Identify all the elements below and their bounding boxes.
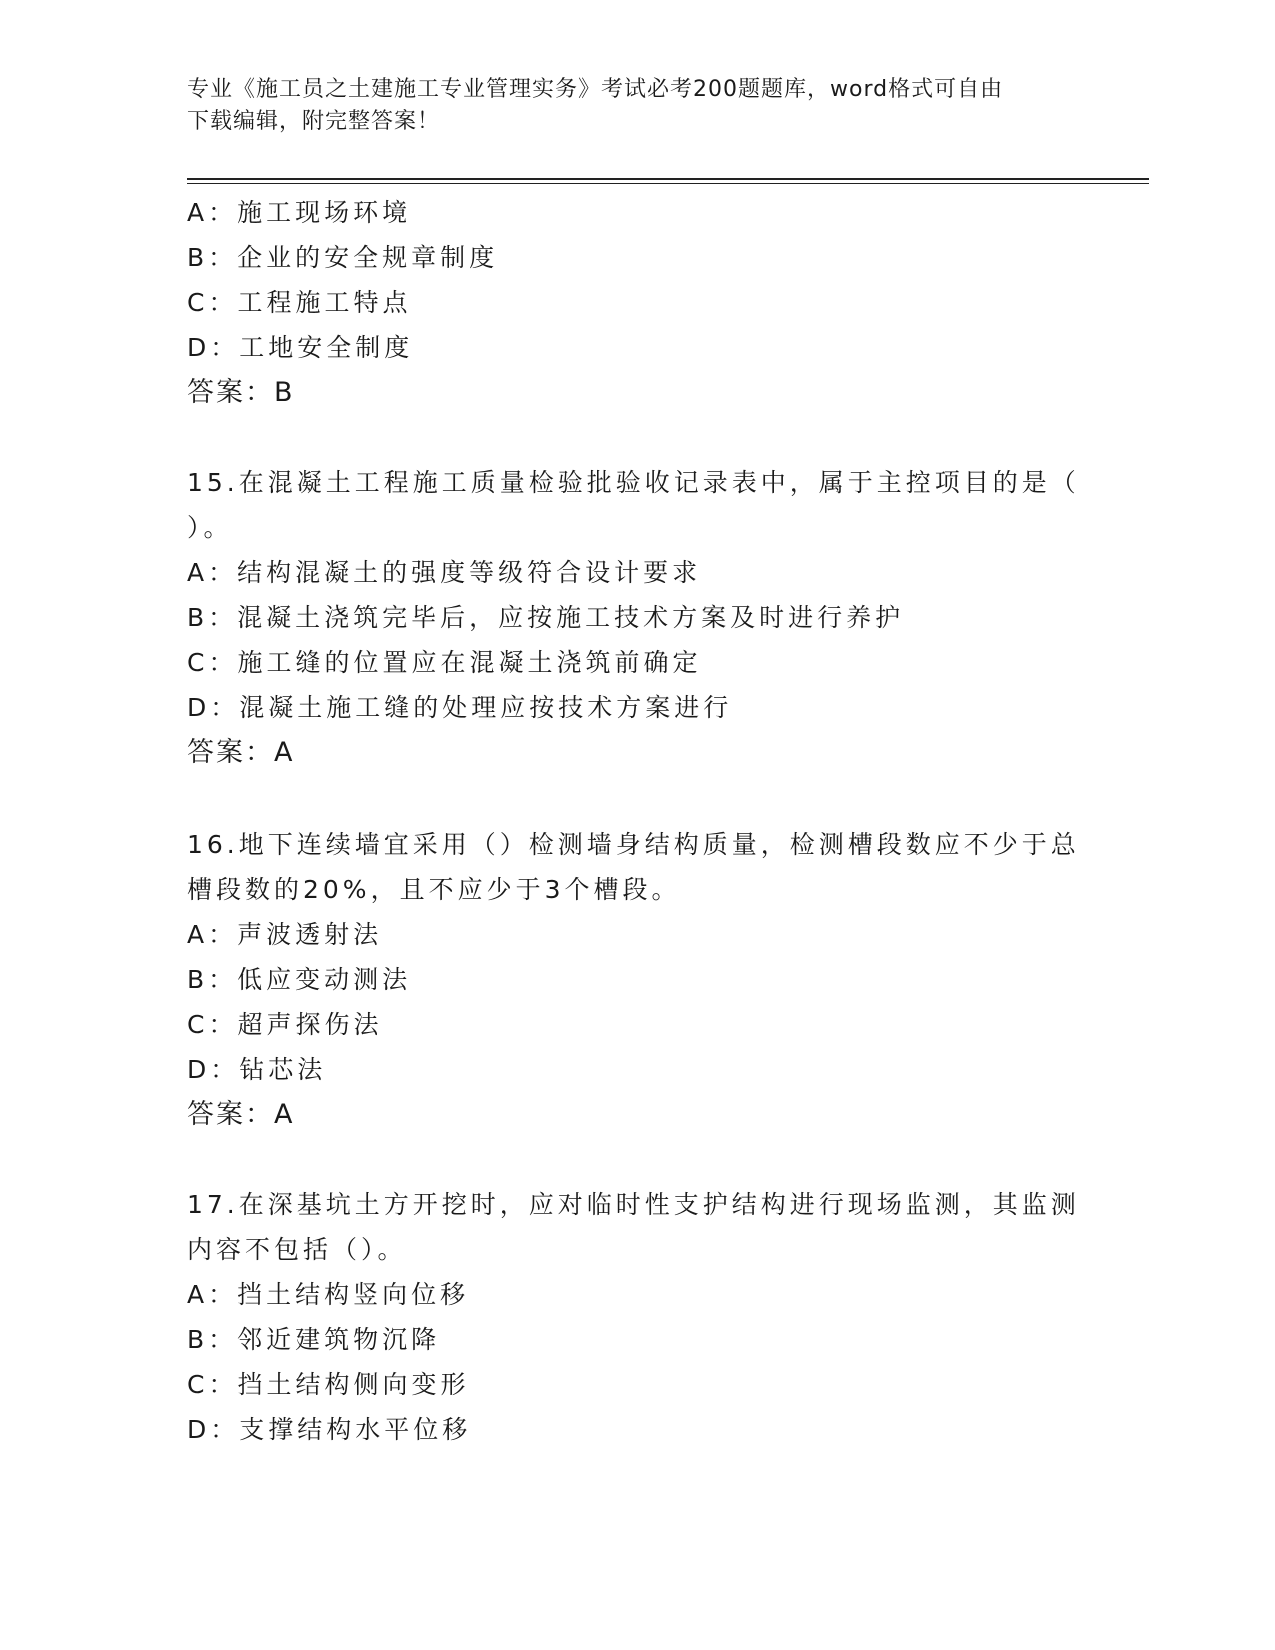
option-c: C：超声探伤法	[187, 1010, 383, 1039]
option-a: A：挡土结构竖向位移	[187, 1280, 470, 1309]
option-b: B：邻近建筑物沉降	[187, 1325, 441, 1354]
option-d: D：混凝土施工缝的处理应按技术方案进行	[187, 693, 733, 722]
option-a: A：施工现场环境	[187, 198, 412, 227]
question-16-block	[187, 822, 1087, 1137]
answer-line: 答案：B	[187, 377, 295, 408]
option-b: B：低应变动测法	[187, 965, 412, 994]
option-d: D：工地安全制度	[187, 333, 414, 362]
question-17-block	[187, 1182, 1087, 1452]
question-stem-line-2: ）。	[187, 513, 233, 542]
answer-line: 答案：A	[187, 737, 295, 768]
option-b: B：混凝土浇筑完毕后，应按施工技术方案及时进行养护	[187, 603, 905, 632]
option-a: A：结构混凝土的强度等级符合设计要求	[187, 558, 702, 587]
option-c: C：施工缝的位置应在混凝土浇筑前确定	[187, 648, 702, 677]
question-stem-line-1: 17.在深基坑土方开挖时，应对临时性支护结构进行现场监测，其监测	[187, 1190, 1080, 1219]
question-stem-line-2: 槽段数的20%，且不应少于3个槽段。	[187, 875, 681, 904]
option-c: C：工程施工特点	[187, 288, 412, 317]
answer-line: 答案：A	[187, 1099, 295, 1130]
question-stem-line-2: 内容不包括（）。	[187, 1235, 407, 1264]
question-stem-line-1: 15.在混凝土工程施工质量检验批验收记录表中，属于主控项目的是（	[187, 468, 1080, 497]
question-14-block	[187, 190, 1087, 415]
header-divider	[187, 178, 1149, 184]
question-15-block	[187, 460, 1087, 775]
header-line-2: 下载编辑，附完整答案！	[187, 109, 441, 134]
option-d: D：钻芯法	[187, 1055, 327, 1084]
option-c: C：挡土结构侧向变形	[187, 1370, 470, 1399]
option-b: B：企业的安全规章制度	[187, 243, 499, 272]
header-line-1: 专业《施工员之土建施工专业管理实务》考试必考200题题库，word格式可自由	[187, 77, 1004, 102]
document-header	[187, 74, 1087, 138]
question-stem-line-1: 16.地下连续墙宜采用（）检测墙身结构质量，检测槽段数应不少于总	[187, 830, 1080, 859]
option-d: D：支撑结构水平位移	[187, 1415, 472, 1444]
option-a: A：声波透射法	[187, 920, 383, 949]
